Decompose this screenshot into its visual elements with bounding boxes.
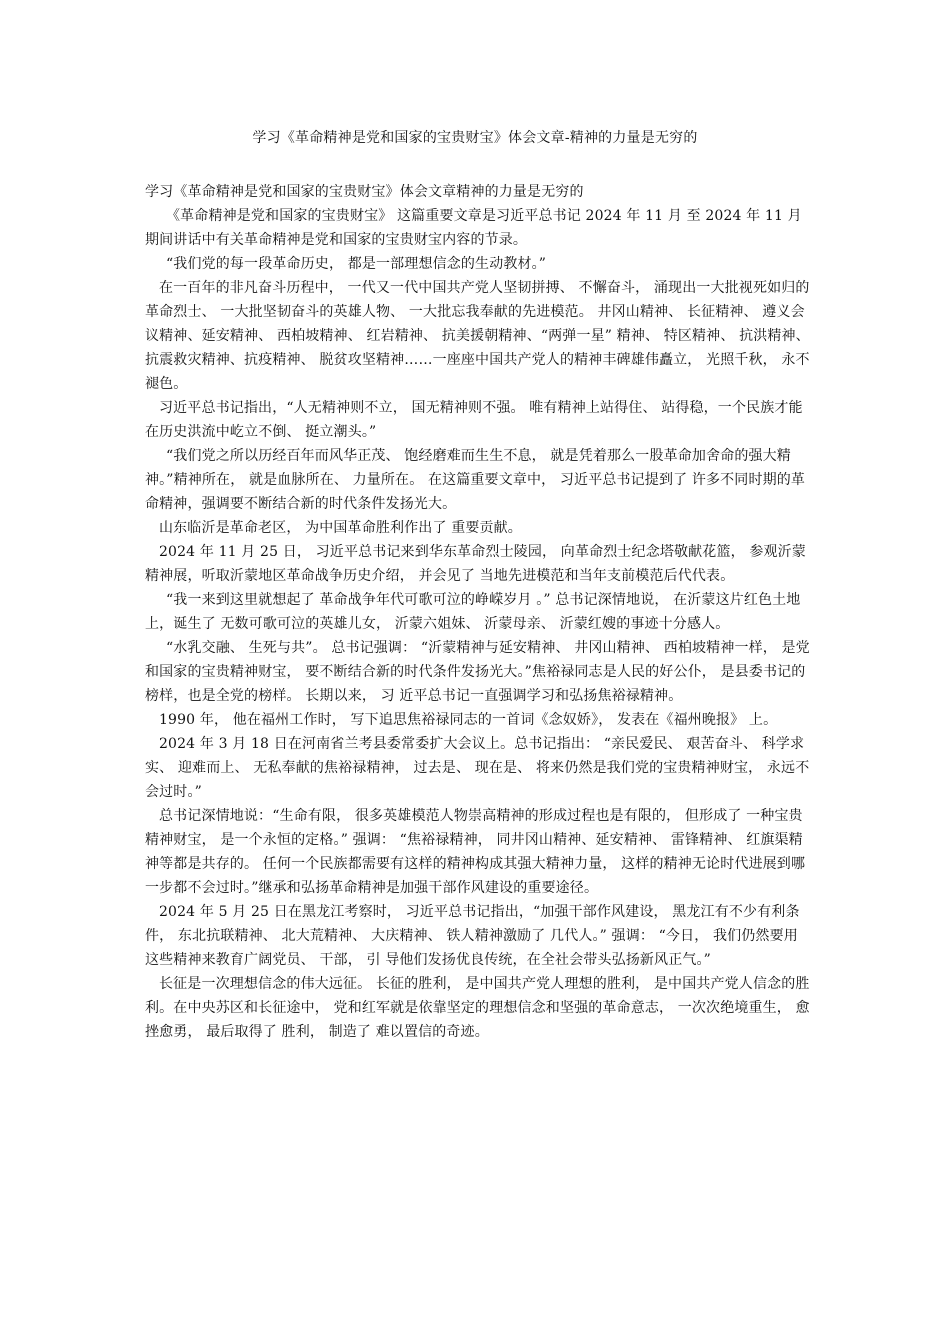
paragraph-heilongjiang: 2024 年 5 月 25 日在黑龙江考察时， 习近平总书记指出，“加强干部作风建设， 黑龙江有不少有利条件， 东北抗联精神、 北大荒精神、 大庆精神、 铁人精神激励了 几代人。” 强调： “今日， 我们仍然要用这些精神来教育广阔党员、 干部， 引 导他们发扬优良传统，在全社会带头弘扬新风正气。” <box>145 904 800 968</box>
paragraph-martyrs-cemetery: 2024 年 11 月 25 日， 习近平总书记来到华东革命烈士陵园， 向革命烈士纪念塔敬献花篮， 参观沂蒙精神展，听取沂蒙地区革命战争历史介绍， 并会见了 当地先进模范和当年支前模范后代代表。 <box>145 544 806 584</box>
paragraph-yimeng: “我一来到这里就想起了 革命战争年代可歌可泣的峥嵘岁月 。” 总书记深情地说， 在沂蒙这片红色土地上，诞生了 无数可歌可泣的英雄儿女， 沂蒙六姐妹、 沂蒙母亲、 沂蒙红嫂的事迹十分感人。 <box>145 592 801 632</box>
paragraph-linyi: 山东临沂是革命老区， 为中国革命胜利作出了 重要贡献。 <box>159 520 522 536</box>
document-body <box>145 180 811 1044</box>
paragraph-yimeng-spirit: “水乳交融、 生死与共”。 总书记强调： “沂蒙精神与延安精神、 井冈山精神、 西柏坡精神一样， 是党和国家的宝贵精神财宝， 要不断结合新的时代条件发扬光大。”焦裕禄同志是人民的好公仆， 是县委书记的榜样，也是全党的榜样。 长期以来， 习 近平总书记一直强调学习和弘扬焦裕禄精神。 <box>145 640 810 704</box>
paragraph-intro: 《革命精神是党和国家的宝贵财宝》 这篇重要文章是习近平总书记 2024 年 11 月 至 2024 年 11 月 期间讲话中有关革命精神是党和国家的宝贵财宝内容的节录。 <box>145 208 802 248</box>
document-title: 学习《革命精神是党和国家的宝贵财宝》体会文章-精神的力量是无穷的 <box>252 130 698 146</box>
paragraph-century-party: “我们党之所以历经百年而风华正茂、 饱经磨难而生生不息， 就是凭着那么一股革命加舍命的强大精神。”精神所在， 就是血脉所在、 力量所在。 在这篇重要文章中， 习近平总书记提到了 许多不同时期的革命精神，强调要不断结合新的时代条件发扬光大。 <box>145 448 806 512</box>
paragraph-long-march: 长征是一次理想信念的伟大远征。 长征的胜利， 是中国共产党人理想的胜利， 是中国共产党人信念的胜利。在中央苏区和长征途中， 党和红军就是依靠坚定的理想信念和坚强的革命意志， 一次次绝境重生， 愈挫愈勇， 最后取得了 胜利， 制造了 难以置信的奇迹。 <box>145 976 810 1040</box>
paragraph-spirit-stand: 习近平总书记指出，“人无精神则不立， 国无精神则不强。 唯有精神上站得住、 站得稳，一个民族才能在历史洪流中屹立不倒、 挺立潮头。” <box>145 400 803 440</box>
paragraph-century-struggle: 在一百年的非凡奋斗历程中， 一代又一代中国共产党人坚韧拼搏、 不懈奋斗， 涌现出一大批视死如归的革命烈士、 一大批坚韧奋斗的英雄人物、 一大批忘我奉献的先进模范。 井冈山精神、 长征精神、 遵义会议精神、延安精神、 西柏坡精神、 红岩精神、 抗美援朝精神、“两弹一星” 精神、 特区精神、 抗洪精神、 抗震救灾精神、抗疫精神、 脱贫攻坚精神……一座座中国共产党人的精神丰碑雄伟矗立， 光照千秋， 永不褪色。 <box>145 280 810 392</box>
paragraph-quote-history: “我们党的每一段革命历史， 都是一部理想信念的生动教材。” <box>166 256 547 272</box>
paragraph-lankao: 2024 年 3 月 18 日在河南省兰考县委常委扩大会议上。总书记指出： “亲民爱民、 艰苦奋斗、 科学求实、 迎难而上、 无私奉献的焦裕禄精神， 过去是、 现在是、 将来仍然是我们党的宝贵精神财宝， 永远不会过时。” <box>145 736 810 800</box>
paragraph-subtitle: 学习《革命精神是党和国家的宝贵财宝》体会文章精神的力量是无穷的 <box>145 184 584 200</box>
paragraph-fuzhou-1990: 1990 年， 他在福州工作时， 写下追思焦裕禄同志的一首词《念奴娇》， 发表在《福州晚报》 上。 <box>159 712 778 728</box>
paragraph-life-limited: 总书记深情地说：“生命有限， 很多英雄模范人物崇高精神的形成过程也是有限的， 但形成了 一种宝贵精神财宝， 是一个永恒的定格。” 强调： “焦裕禄精神， 同井冈山精神、延安精神、 雷锋精神、 红旗渠精神等都是共存的。 任何一个民族都需要有这样的精神构成其强大精神力量， 这样的精神无论时代进展到哪一步都不会过时。”继承和弘扬革命精神是加强干部作风建设的重要途径。 <box>145 808 806 896</box>
